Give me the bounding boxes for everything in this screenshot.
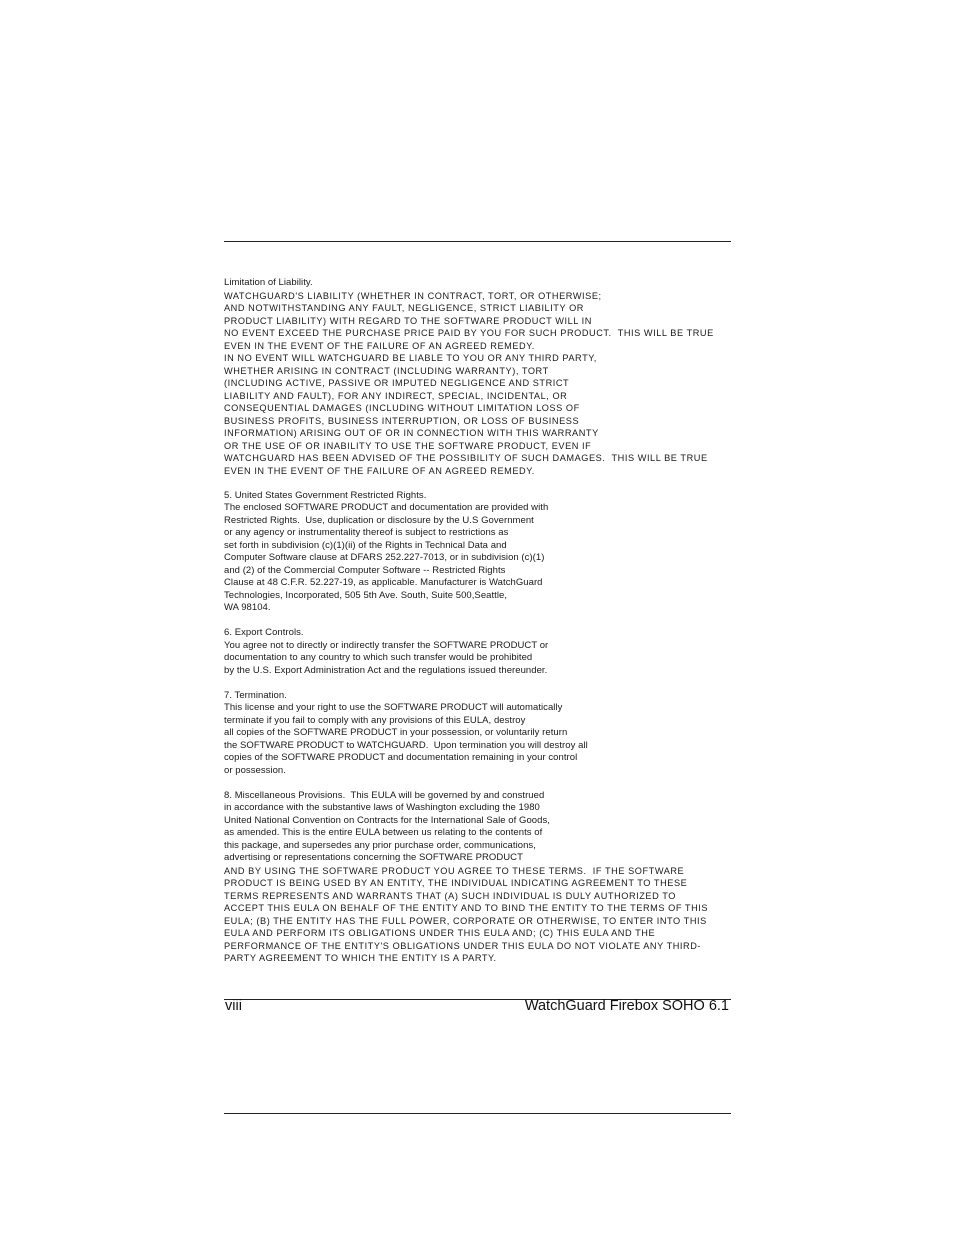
text-line: (INCLUDING ACTIVE, PASSIVE OR IMPUTED NEGLIGENCE AND STRICT	[224, 378, 570, 388]
text-line: PERFORMANCE OF THE ENTITY'S OBLIGATIONS UNDER THIS EULA DO NOT VIOLATE ANY THIRD-	[224, 940, 701, 951]
text-line: Technologies, Incorporated, 505 5th Ave. South, Suite 500,Seattle,	[224, 589, 508, 601]
text-line: This license and your right to use the SOFTWARE PRODUCT will automatically	[224, 702, 563, 713]
text-line: EULA AND PERFORM ITS OBLIGATIONS UNDER THIS EULA AND; (C) THIS EULA AND THE	[224, 928, 656, 938]
text-line: EULA; (B) THE ENTITY HAS THE FULL POWER, CORPORATE OR OTHERWISE, TO ENTER INTO THIS	[224, 915, 707, 926]
text-line: AND NOTWITHSTANDING ANY FAULT, NEGLIGENCE, STRICT LIABILITY OR	[224, 303, 584, 313]
text-line: all copies of the SOFTWARE PRODUCT in your possession, or voluntarily return	[224, 727, 568, 738]
text-line: WHETHER ARISING IN CONTRACT (INCLUDING WARRANTY), TORT	[224, 365, 549, 376]
paragraph-gap	[224, 615, 734, 628]
section-heading: 6. Export Controls.	[224, 627, 304, 638]
section-heading: 5. United States Government Restricted Rights.	[224, 489, 427, 501]
text-line: The enclosed SOFTWARE PRODUCT and documentation are provided with	[224, 502, 549, 513]
text-line: United National Convention on Contracts for the International Sale of Goods,	[224, 814, 550, 826]
page-number: viii	[225, 998, 242, 1014]
text-line: in accordance with the substantive laws of Washington excluding the 1980	[224, 802, 540, 813]
text-line: EVEN IN THE EVENT OF THE FAILURE OF AN AGREED REMEDY.	[224, 465, 535, 476]
text-line: ACCEPT THIS EULA ON BEHALF OF THE ENTITY AND TO BIND THE ENTITY TO THE TERMS OF THIS	[224, 903, 709, 913]
text-line: PRODUCT IS BEING USED BY AN ENTITY, THE INDIVIDUAL INDICATING AGREEMENT TO THESE	[224, 878, 688, 888]
text-line: OR THE USE OF OR INABILITY TO USE THE SOFTWARE PRODUCT, EVEN IF	[224, 440, 592, 451]
text-line: or possession.	[224, 764, 286, 776]
text-line: Restricted Rights. Use, duplication or disclosure by the U.S Government	[224, 514, 534, 526]
paragraph-gap	[224, 777, 734, 790]
text-line: EVEN IN THE EVENT OF THE FAILURE OF AN AGREED REMEDY.	[224, 340, 535, 351]
text-line: set forth in subdivision (c)(1)(ii) of the Rights in Technical Data and	[224, 539, 507, 551]
text-line: by the U.S. Export Administration Act and the regulations issued thereunder.	[224, 664, 548, 676]
text-line: INFORMATION) ARISING OUT OF OR IN CONNECTION WITH THIS WARRANTY	[224, 428, 599, 438]
section-heading: Limitation of Liability.	[224, 277, 313, 288]
text-line: PARTY AGREEMENT TO WHICH THE ENTITY IS A PARTY.	[224, 953, 497, 963]
header-rule	[224, 241, 731, 242]
text-line: or any agency or instrumentality thereof is subject to restrictions as	[224, 527, 509, 538]
text-line: copies of the SOFTWARE PRODUCT and documentation remaining in your control	[224, 752, 578, 763]
text-line: IN NO EVENT WILL WATCHGUARD BE LIABLE TO YOU OR ANY THIRD PARTY,	[224, 353, 597, 363]
eula-body	[224, 277, 734, 965]
text-line: terminate if you fail to comply with any provisions of this EULA, destroy	[224, 714, 526, 726]
text-line: and (2) of the Commercial Computer Software -- Restricted Rights	[224, 564, 506, 576]
paragraph-gap	[224, 677, 734, 690]
text-line: Computer Software clause at DFARS 252.227-7013, or in subdivision (c)(1)	[224, 552, 545, 563]
section-heading: 8. Miscellaneous Provisions. This EULA will be governed by and construed	[224, 789, 545, 801]
text-line: the SOFTWARE PRODUCT to WATCHGUARD. Upon termination you will destroy all	[224, 739, 588, 751]
text-line: PRODUCT LIABILITY) WITH REGARD TO THE SOFTWARE PRODUCT WILL IN	[224, 315, 592, 326]
text-line: advertising or representations concerning the SOFTWARE PRODUCT	[224, 852, 523, 863]
section-heading: 7. Termination.	[224, 689, 287, 701]
text-line: BUSINESS PROFITS, BUSINESS INTERRUPTION, OR LOSS OF BUSINESS	[224, 415, 580, 426]
text-line: Clause at 48 C.F.R. 52.227-19, as applicable. Manufacturer is WatchGuard	[224, 577, 543, 588]
paragraph-gap	[224, 477, 734, 490]
text-line: this package, and supersedes any prior purchase order, communications,	[224, 839, 536, 851]
text-line: documentation to any country to which such transfer would be prohibited	[224, 652, 533, 663]
text-line: AND BY USING THE SOFTWARE PRODUCT YOU AGREE TO THESE TERMS. IF THE SOFTWARE	[224, 865, 685, 876]
text-line: WATCHGUARD HAS BEEN ADVISED OF THE POSSIBILITY OF SUCH DAMAGES. THIS WILL BE TRUE	[224, 453, 708, 463]
text-line: WATCHGUARD'S LIABILITY (WHETHER IN CONTRACT, TORT, OR OTHERWISE;	[224, 290, 602, 301]
text-line: TERMS REPRESENTS AND WARRANTS THAT (A) SUCH INDIVIDUAL IS DULY AUTHORIZED TO	[224, 890, 676, 901]
bottom-rule	[224, 1113, 731, 1114]
text-line: You agree not to directly or indirectly transfer the SOFTWARE PRODUCT or	[224, 639, 549, 651]
text-line: NO EVENT EXCEED THE PURCHASE PRICE PAID BY YOU FOR SUCH PRODUCT. THIS WILL BE TRUE	[224, 328, 714, 338]
text-line: CONSEQUENTIAL DAMAGES (INCLUDING WITHOUT LIMITATION LOSS OF	[224, 403, 580, 413]
text-line: WA 98104.	[224, 602, 271, 613]
text-line: as amended. This is the entire EULA between us relating to the contents of	[224, 827, 543, 838]
book-title: WatchGuard Firebox SOHO 6.1	[524, 998, 729, 1014]
text-line: LIABILITY AND FAULT), FOR ANY INDIRECT, SPECIAL, INCIDENTAL, OR	[224, 390, 568, 401]
